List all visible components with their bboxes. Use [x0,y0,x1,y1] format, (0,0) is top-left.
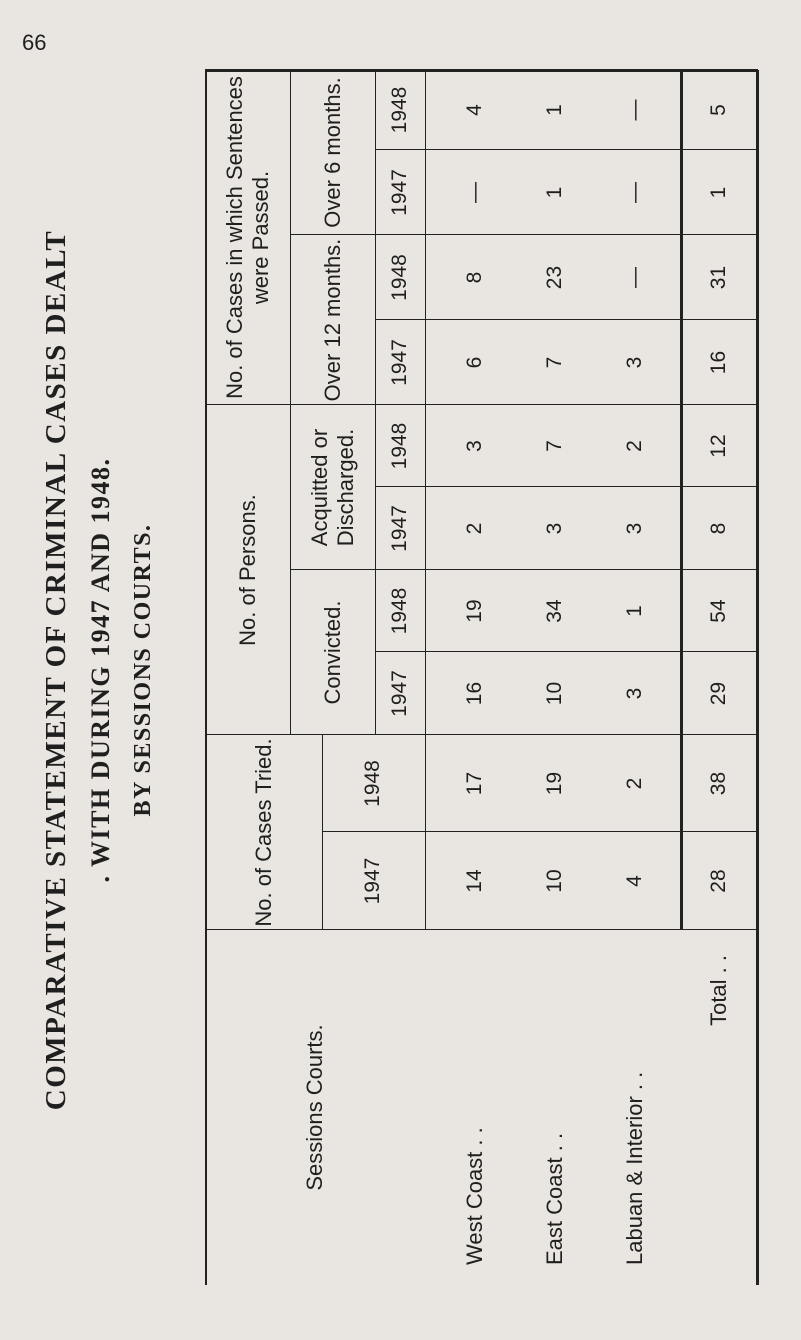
cell-west-o12-1948: 8 [462,271,486,284]
cell-west-o12-1947: 6 [462,356,486,369]
row-label-east-coast: East Coast . . [542,1132,567,1265]
cell-total-tried-1947: 28 [706,869,730,893]
year-conv-1948: 1948 [387,587,411,635]
header-acquitted: Acquitted or Discharged. [307,428,358,547]
rule-year-row-2 [425,70,426,930]
header-sessions-courts: Sessions Courts. [302,1024,328,1191]
cell-labuan-tried-1948: 2 [622,777,646,790]
year-o12-1948: 1948 [387,254,411,301]
cell-east-acq-1948: 7 [542,440,566,452]
year-o6-1948: 1948 [387,86,411,134]
header-over-12-months: Over 12 months. [319,238,345,402]
cell-east-o12-1947: 7 [542,356,566,369]
cell-west-tried-1948: 17 [462,771,486,796]
cell-total-o12-1947: 16 [706,350,730,375]
rule-total [680,70,683,930]
cell-east-o12-1948: 23 [542,265,566,290]
cell-east-acq-1947: 3 [542,522,566,535]
table-border-bottom [756,70,759,1285]
year-acq-1947: 1947 [387,505,411,552]
year-conv-1947: 1947 [387,670,411,717]
cell-total-o6-1947: 1 [706,186,730,199]
cell-total-conv-1947: 29 [706,681,730,706]
cell-total-conv-1948: 54 [706,599,730,623]
header-persons: No. of Persons. [234,494,260,646]
year-acq-1948: 1948 [387,422,411,470]
cell-labuan-acq-1948: 2 [622,440,646,452]
title-line-2: . WITH DURING 1947 AND 1948. [86,457,115,883]
header-over-6-months: Over 6 months. [319,77,345,228]
row-label-west-coast: West Coast . . [462,1127,487,1265]
page-number: 66 [22,30,47,55]
cell-total-acq-1947: 8 [706,522,730,535]
cell-labuan-o12-1948: — [622,267,646,288]
cell-total-o12-1948: 31 [706,265,730,290]
cell-west-o6-1948: 4 [462,104,486,116]
cell-west-tried-1947: 14 [462,869,486,893]
cell-labuan-o6-1948: — [622,99,646,121]
year-o12-1947: 1947 [387,339,411,386]
row-label-total: Total . . [706,955,731,1026]
cell-east-tried-1948: 19 [542,771,566,796]
title-line-3: BY SESSIONS COURTS. [130,523,156,817]
cell-west-o6-1947: — [462,182,486,203]
cell-total-acq-1948: 12 [706,434,730,458]
cell-west-acq-1947: 2 [462,522,486,535]
cell-east-tried-1947: 10 [542,869,566,893]
year-tried-1947: 1947 [361,857,385,905]
cell-labuan-o6-1947: — [622,182,646,203]
year-o6-1947: 1947 [387,169,411,216]
cell-west-conv-1947: 16 [462,681,486,706]
row-label-labuan-interior: Labuan & Interior . . [622,1071,647,1265]
header-sentences: No. of Cases in which Sentences were Passed. [222,76,273,399]
cell-east-conv-1948: 34 [542,599,566,623]
cell-west-conv-1948: 19 [462,599,486,623]
cell-total-tried-1948: 38 [706,771,730,796]
cell-labuan-o12-1947: 3 [622,356,646,369]
cell-east-o6-1947: 1 [542,186,566,199]
cell-east-conv-1947: 10 [542,681,566,706]
cell-west-acq-1948: 3 [462,440,486,452]
cell-labuan-conv-1948: 1 [622,605,646,617]
cell-labuan-acq-1947: 3 [622,522,646,535]
header-cases-tried: No. of Cases Tried. [250,738,276,927]
year-tried-1948: 1948 [361,760,385,807]
cell-total-o6-1948: 5 [706,104,730,116]
title-line-1: COMPARATIVE STATEMENT OF CRIMINAL CASES DEALT [40,229,72,1111]
cell-labuan-tried-1947: 4 [622,875,646,887]
header-convicted: Convicted. [319,600,345,705]
cell-labuan-conv-1947: 3 [622,687,646,700]
cell-east-o6-1948: 1 [542,104,566,116]
